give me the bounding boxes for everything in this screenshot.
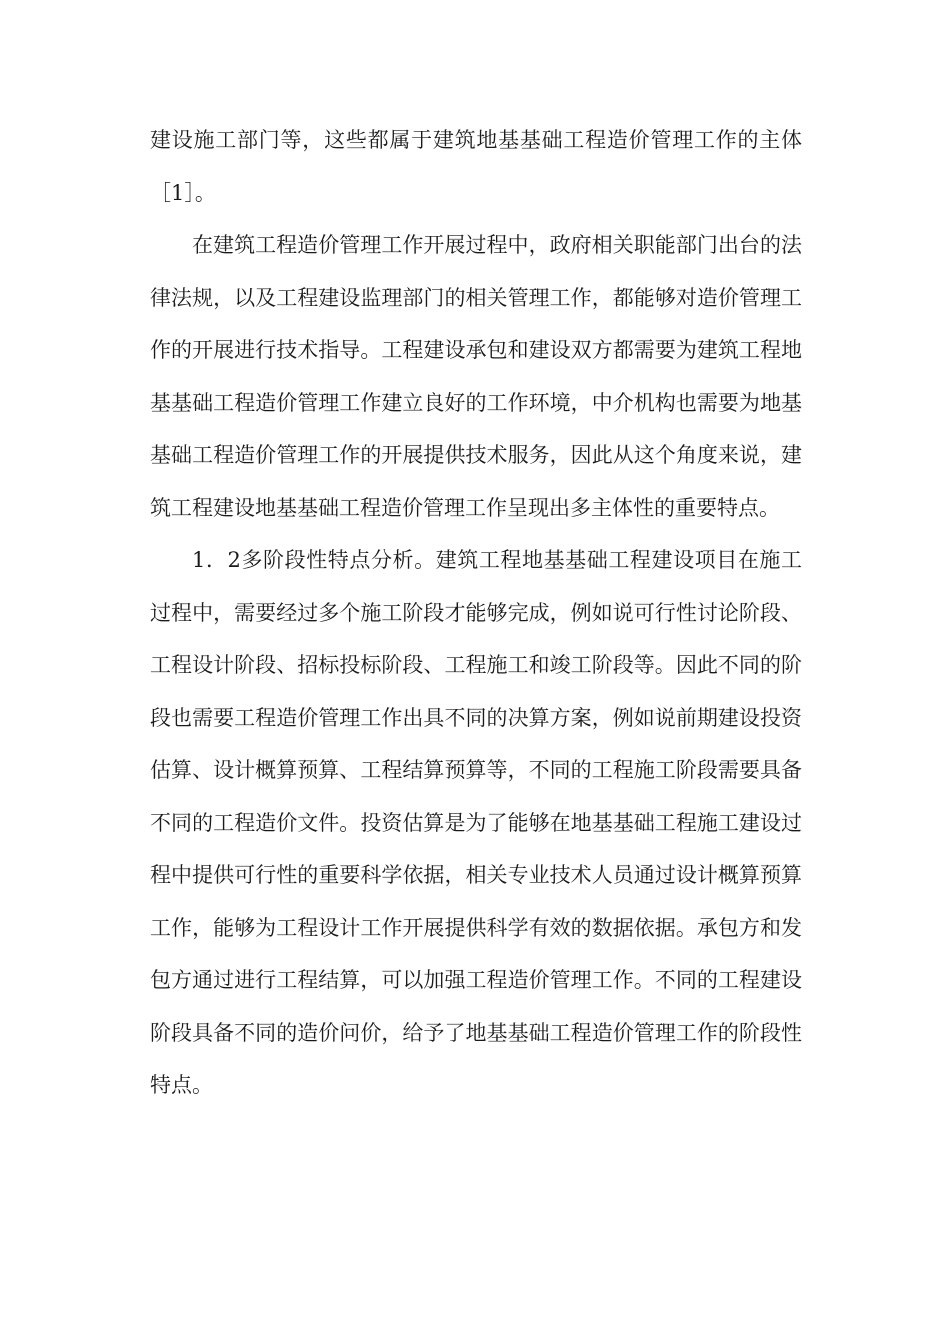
paragraph-1: 建设施工部门等，这些都属于建筑地基基础工程造价管理工作的主体［1］。	[150, 128, 802, 205]
paragraph-2: 在建筑工程造价管理工作开展过程中，政府相关职能部门出台的法律法规，以及工程建设监理部门的相关管理工作，都能够对造价管理工作的开展进行技术指导。工程建设承包和建设双方都需要为建筑工程地基基础工程造价管理工作建立良好的工作环境，中介机构也需要为地基基础工程造价管理工作的开展提供技术服务，因此从这个角度来说，建筑工程建设地基基础工程造价管理工作呈现出多主体性的重要特点。	[150, 233, 802, 520]
paragraph-3: 1．2多阶段性特点分析。建筑工程地基基础工程建设项目在施工过程中，需要经过多个施工阶段才能够完成，例如说可行性讨论阶段、工程设计阶段、招标投标阶段、工程施工和竣工阶段等。因此不同的阶段也需要工程造价管理工作出具不同的决算方案，例如说前期建设投资估算、设计概算预算、工程结算预算等，不同的工程施工阶段需要具备不同的工程造价文件。投资估算是为了能够在地基基础工程施工建设过程中提供可行性的重要科学依据，相关专业技术人员通过设计概算预算工作，能够为工程设计工作开展提供科学有效的数据依据。承包方和发包方通过进行工程结算，可以加强工程造价管理工作。不同的工程建设阶段具备不同的造价问价，给予了地基基础工程造价管理工作的阶段性特点。	[150, 548, 802, 1097]
document-body	[150, 114, 802, 1112]
